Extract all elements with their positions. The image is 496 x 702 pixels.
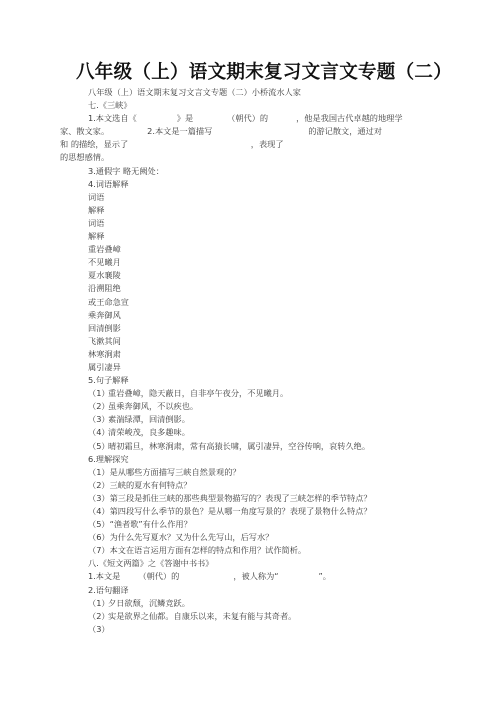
vocab-term: 或王命急宣 xyxy=(88,296,129,307)
section-8-q2: 2.语句翻译 xyxy=(88,584,129,595)
question-item: （3）第三段是抓住三峡的那些典型景物描写的？表现了三峡怎样的季节特点？ xyxy=(88,492,372,503)
section-7-q3: 3.通假字 略无阙处： xyxy=(88,165,164,176)
section-7-q2-line3 xyxy=(60,138,404,151)
question-item: （6）为什么先写夏水？又为什么先写山，后写水？ xyxy=(88,532,274,543)
vocab-term: 飞漱其间 xyxy=(88,335,121,346)
vocab-term: 回清倒影 xyxy=(88,322,121,333)
section-8-heading: 八.《短文两篇》之《答谢中书书》 xyxy=(88,558,214,569)
sentence-item xyxy=(88,400,418,413)
s8-q1-d: ”。 xyxy=(318,571,331,582)
document-title: 八年级（上）语文期末复习文言文专题（二） xyxy=(76,62,453,83)
sentence-num: （5） xyxy=(88,440,110,451)
sentence-item xyxy=(88,413,418,426)
s8-q1-a: 1.本文是 xyxy=(88,571,121,582)
sentence-text: 晴初霜旦，林寒涧肃，常有高猿长啸，属引凄异，空谷传响，哀转久绝。 xyxy=(108,440,371,451)
q1-text-a: 1.本文选自《 xyxy=(88,113,137,124)
s8-q1-b: （朝代）的 xyxy=(138,571,180,582)
translation-text: 夕日欲颓，沉鳞竞跃。 xyxy=(108,597,190,608)
q1-line2-c: 的游记散文，通过对 xyxy=(308,126,382,137)
q2-line3-b: 的描绘，显示了 xyxy=(70,139,129,150)
sentence-text: 清荣峻茂，良多趣味。 xyxy=(108,427,190,438)
sentence-num: （2） xyxy=(88,401,110,412)
subtitle: 八年级（上）语文期末复习文言文专题（二）小桥流水人家 xyxy=(88,87,301,97)
vocab-header: 解释 xyxy=(88,204,105,215)
document-body xyxy=(60,86,418,636)
vocab-term: 重岩叠嶂 xyxy=(88,244,121,255)
q1-text-b: 》是 xyxy=(176,113,194,124)
question-item: （4）第四段写什么季节的景色？是从哪一角度写景的？表现了景物什么特点？ xyxy=(88,506,372,516)
vocab-term: 夏水襄陵 xyxy=(88,270,121,281)
translation-num: （2） xyxy=(88,610,110,621)
vocab-term: 林寒涧肃 xyxy=(88,348,121,359)
q1-line2-a: 家、散文家。 xyxy=(60,126,110,137)
sentence-text: 重岩叠嶂，隐天蔽日，自非亭午夜分，不见曦月。 xyxy=(108,388,289,399)
q1-line2-b: 2.本文是一篇描写 xyxy=(147,126,213,137)
translation-num: （3） xyxy=(88,623,110,634)
section-7-q6: 6.理解探究 xyxy=(88,453,129,464)
section-7-q1-line1 xyxy=(88,112,418,125)
s8-q1-c: ，被人称为“ xyxy=(233,571,279,582)
translation-text: 实是欲界之仙都。自康乐以来，未复有能与其奇者。 xyxy=(108,610,297,621)
translation-item xyxy=(88,610,418,623)
question-item: （1）是从哪些方面描写三峡自然景观的？ xyxy=(88,466,241,477)
q2-line3-a: 和 xyxy=(60,139,69,150)
vocab-term: 不见曦月 xyxy=(88,257,121,268)
section-7-q1-line2 xyxy=(60,125,404,138)
question-item: （2）三峡的夏水有何特点？ xyxy=(88,479,192,490)
sentence-num: （4） xyxy=(88,427,110,438)
q2-line3-c: ，表现了 xyxy=(250,139,284,150)
sentence-item xyxy=(88,426,418,439)
sentence-item xyxy=(88,387,418,400)
translation-item xyxy=(88,597,418,610)
translation-item xyxy=(88,623,418,636)
section-7-heading: 七.《三峡》 xyxy=(88,100,132,111)
vocab-term: 乘奔御风 xyxy=(88,309,121,320)
q1-text-c: （朝代）的 xyxy=(227,113,269,124)
vocab-term: 沿溯阻绝 xyxy=(88,283,121,294)
section-7-q2-line4: 的思想感情。 xyxy=(60,152,110,163)
sentence-text: 虽乘奔御风，不以疾也。 xyxy=(108,401,199,412)
vocab-term: 属引凄异 xyxy=(88,361,121,372)
vocab-header: 解释 xyxy=(88,231,105,242)
section-7-q4: 4.词语解释 xyxy=(88,178,129,189)
question-item: （7）本文在语言运用方面有怎样的特点和作用？试作简析。 xyxy=(88,545,307,556)
vocab-header: 词语 xyxy=(88,191,105,202)
sentence-text: 素湍绿潭，回清倒影。 xyxy=(108,414,190,425)
sentence-num: （3） xyxy=(88,414,110,425)
vocab-header: 词语 xyxy=(88,217,105,228)
sentence-num: （1） xyxy=(88,388,110,399)
section-7-q5: 5.句子解释 xyxy=(88,375,129,386)
q1-text-d: ，他是我国古代卓越的地理学 xyxy=(296,113,403,124)
translation-num: （1） xyxy=(88,597,110,608)
section-8-q1 xyxy=(88,570,418,583)
sentence-item xyxy=(88,440,418,453)
question-item: （5）“渔者歌”有什么作用？ xyxy=(88,519,192,530)
